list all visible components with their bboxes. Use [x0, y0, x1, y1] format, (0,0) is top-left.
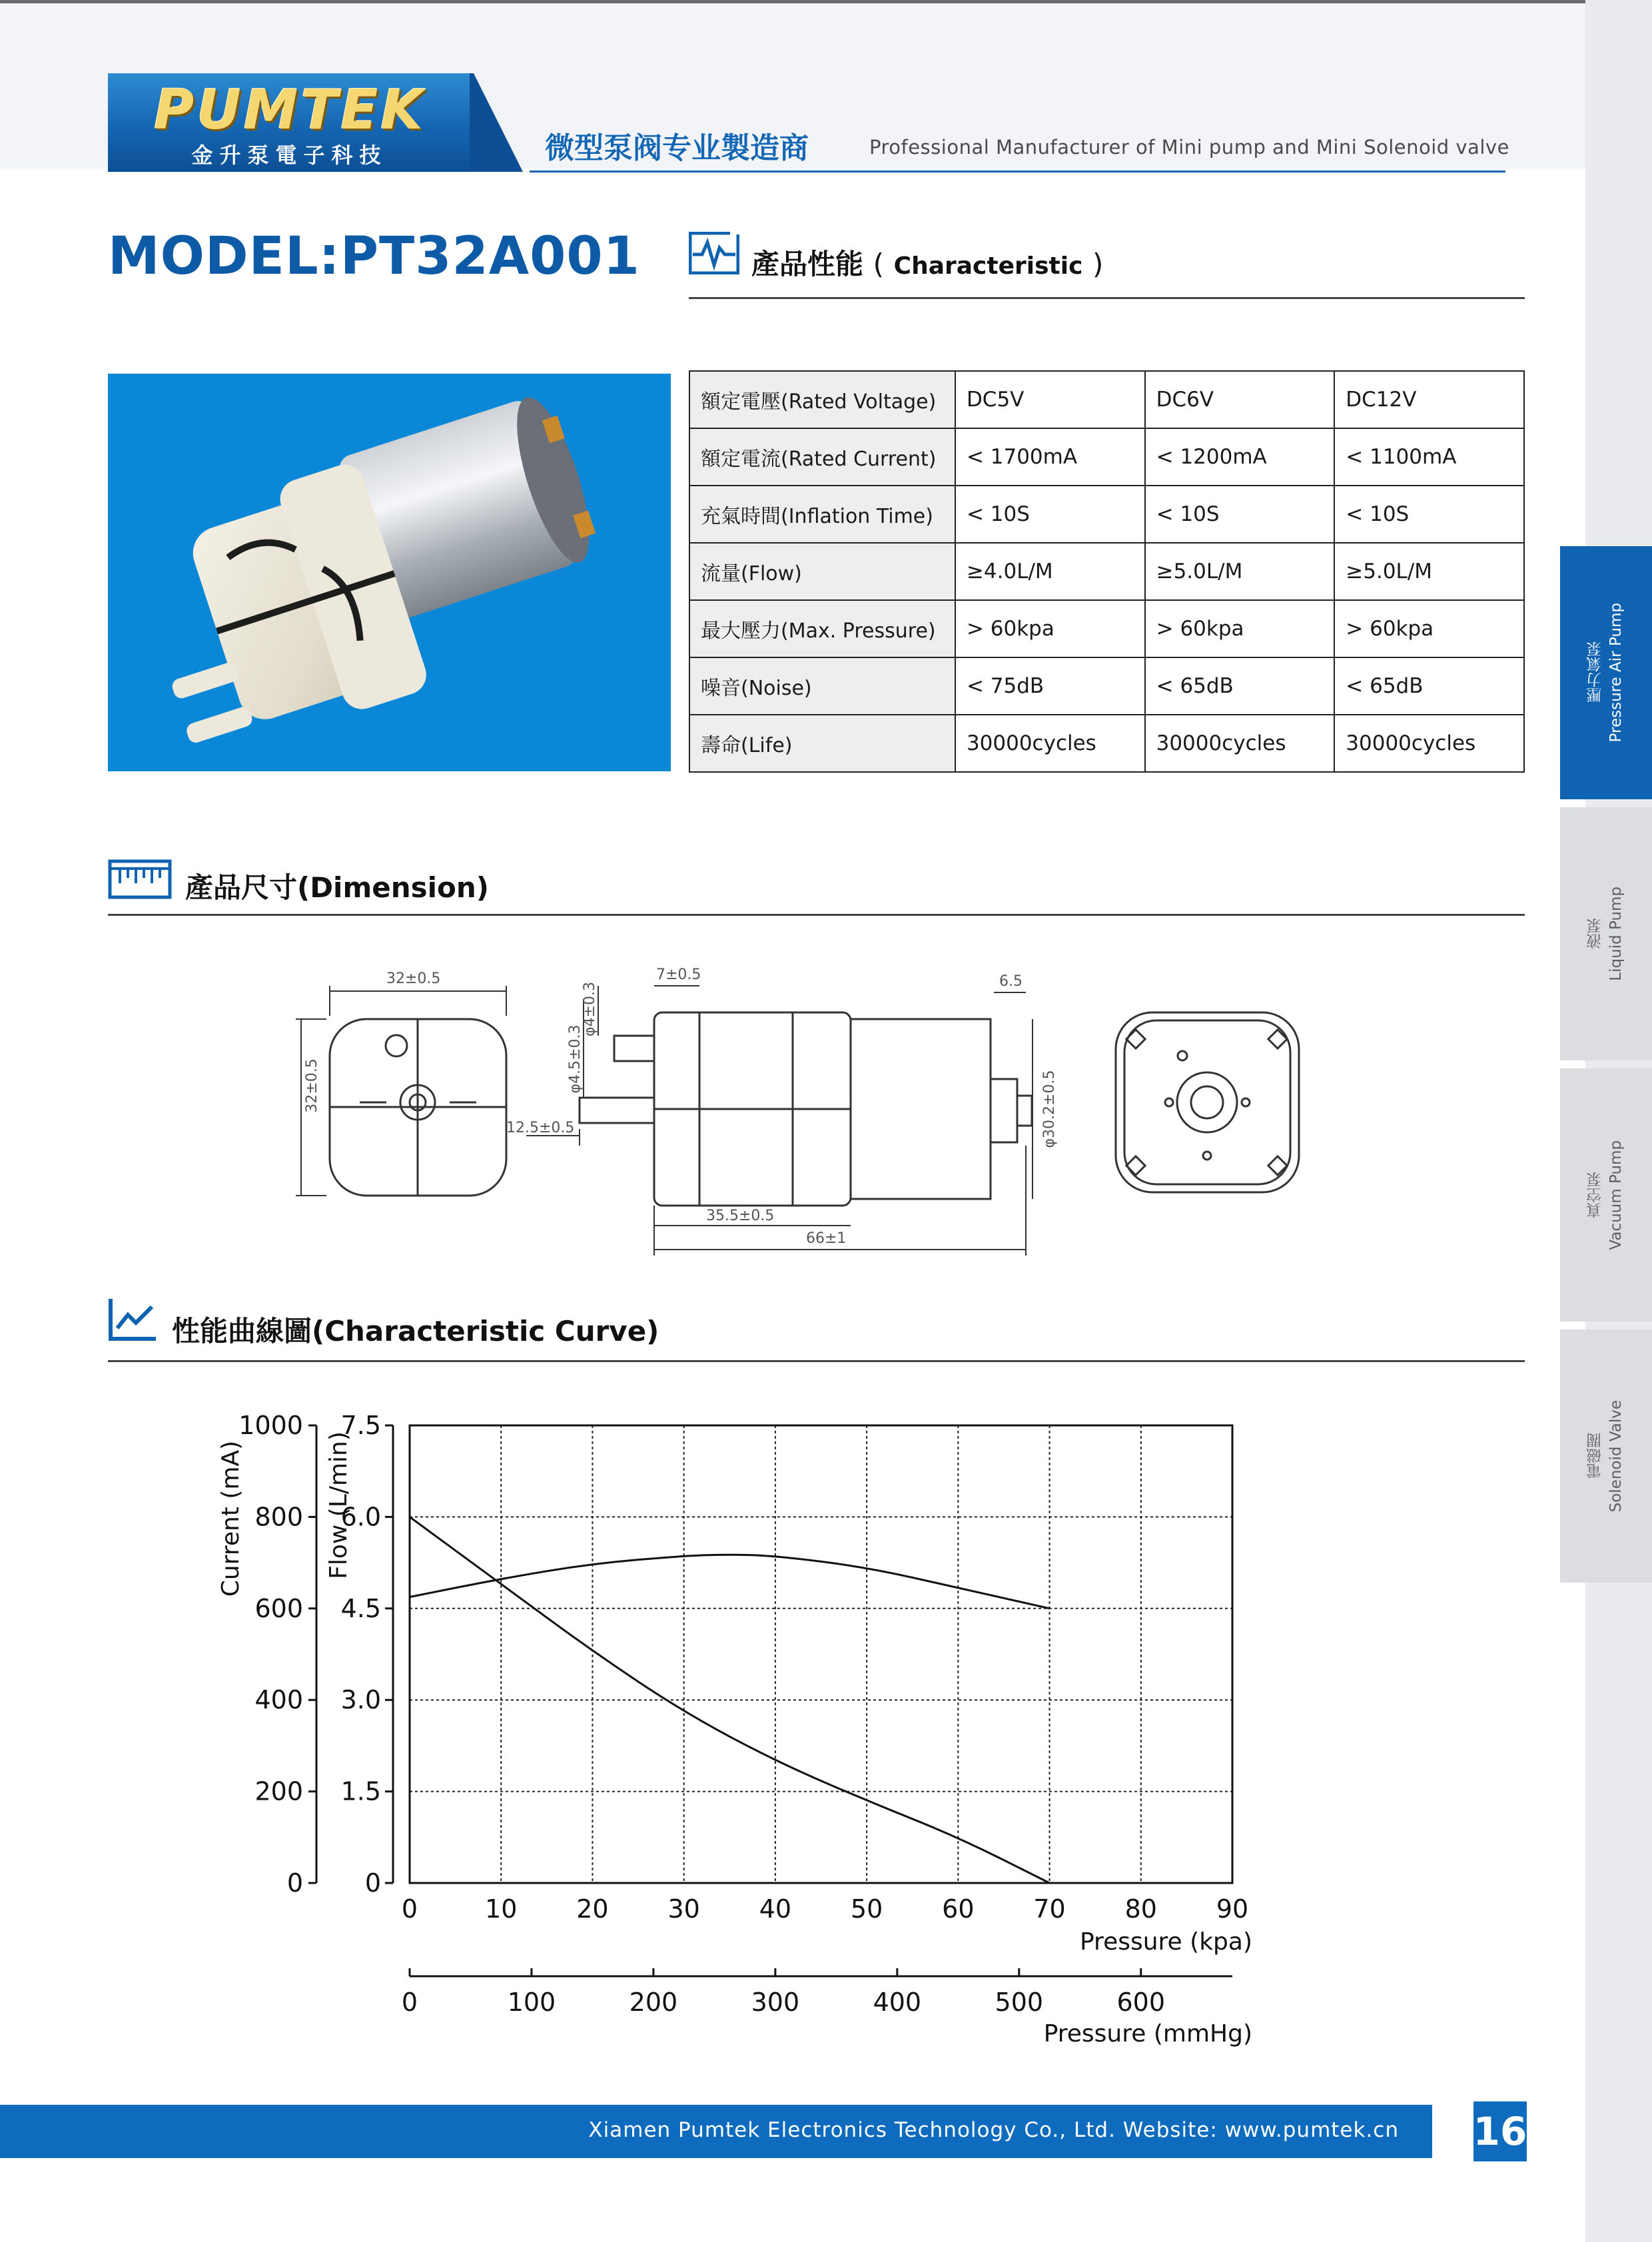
current-tick-label: 800 — [254, 1502, 303, 1532]
row-value: ≥5.0L/M — [1145, 543, 1335, 600]
x-axis-title: Pressure (kpa) — [1079, 1928, 1252, 1956]
row-value: ≥5.0L/M — [1334, 543, 1524, 600]
current-series-line — [410, 1555, 1050, 1609]
tagline-english: Professional Manufacturer of Mini pump and Mini Solenoid valve — [869, 136, 1509, 159]
x-tick-label: 60 — [942, 1894, 975, 1924]
dim-barb-dia-label: φ4.5±0.3 — [567, 1024, 584, 1094]
model-title: MODEL:PT32A001 — [108, 226, 640, 286]
row-value: 30000cycles — [1145, 715, 1335, 772]
flow-tick-label: 7.5 — [340, 1411, 381, 1440]
tagline-chinese: 微型泵阀专业製造商 — [545, 131, 809, 165]
row-value: < 75dB — [955, 657, 1145, 715]
row-value: < 10S — [1145, 486, 1335, 543]
dim-width-label: 32±0.5 — [386, 970, 441, 987]
row-value: < 10S — [955, 486, 1145, 543]
mmhg-tick-label: 200 — [629, 1988, 678, 2017]
row-value: 30000cycles — [1334, 715, 1524, 772]
row-value: 30000cycles — [955, 715, 1145, 772]
sidebar-tab-en: Liquid Pump — [1607, 887, 1625, 981]
characteristic-curve-chart — [200, 1385, 1332, 2058]
dimension-drawing — [286, 946, 1339, 1266]
flow-tick-label: 4.5 — [340, 1593, 381, 1623]
characteristic-title-en: Characteristic — [893, 252, 1083, 280]
flow-tick-label: 0 — [364, 1868, 381, 1898]
x-tick-label: 70 — [1033, 1894, 1066, 1924]
table-header-row — [689, 371, 1524, 428]
dim-height-label: 32±0.5 — [304, 1058, 320, 1113]
row-value: < 1200mA — [1145, 428, 1335, 486]
current-tick-label: 200 — [254, 1776, 303, 1806]
row-value: > 60kpa — [1334, 600, 1524, 657]
row-value: < 1100mA — [1334, 428, 1524, 486]
row-value: > 60kpa — [1145, 600, 1335, 657]
x-tick-label: 50 — [850, 1894, 883, 1924]
row-label: 流量(Flow) — [689, 543, 955, 600]
characteristic-rule — [689, 297, 1525, 299]
page-number: 16 — [1473, 2101, 1527, 2161]
sidebar-tab-en: Solenoid Valve — [1607, 1399, 1625, 1513]
x-tick-label: 20 — [576, 1894, 609, 1924]
flow-tick-label: 6.0 — [340, 1502, 381, 1532]
table-col-header: DC12V — [1334, 371, 1524, 428]
characteristic-title-cn: 產品性能 — [751, 248, 864, 280]
flow-tick-label: 1.5 — [340, 1776, 381, 1806]
mmhg-tick-label: 300 — [751, 1988, 800, 2017]
x-tick-label: 40 — [759, 1894, 792, 1924]
logo-chinese-name: 金升泵電子科技 — [191, 143, 388, 168]
row-label: 噪音(Noise) — [689, 657, 955, 715]
current-axis-title: Current (mA) — [217, 1440, 244, 1597]
row-value: < 65dB — [1145, 657, 1335, 715]
logo-wordmark: PUMTEK — [154, 79, 426, 142]
table-row — [689, 600, 1524, 657]
row-label: 充氣時間(Inflation Time) — [689, 486, 955, 543]
x-tick-label: 90 — [1216, 1894, 1249, 1924]
waveform-icon — [689, 232, 739, 274]
curve-rule — [108, 1360, 1525, 1362]
x-tick-label: 80 — [1124, 1894, 1157, 1924]
dimension-title: 產品尺寸(Dimension) — [185, 871, 489, 904]
current-tick-label: 0 — [286, 1868, 303, 1898]
line-chart-icon — [108, 1298, 157, 1341]
product-photo — [108, 374, 671, 771]
mmhg-tick-label: 600 — [1116, 1988, 1166, 2017]
sidebar-tab-cn: 壓力氣泵 — [1586, 642, 1604, 703]
plot-frame — [410, 1425, 1232, 1883]
table-row — [689, 715, 1524, 772]
row-label: 額定電流(Rated Current) — [689, 428, 955, 486]
lower-port — [580, 1098, 654, 1123]
product-photo-illustration — [108, 374, 671, 771]
spec-table — [689, 370, 1525, 773]
logo-tail — [470, 73, 523, 172]
mmhg-tick-label: 500 — [995, 1988, 1044, 2017]
characteristic-title-open: ( — [873, 248, 885, 280]
x-tick-label: 10 — [485, 1894, 518, 1924]
row-value: > 60kpa — [955, 600, 1145, 657]
characteristic-title-close: ) — [1092, 248, 1104, 280]
rear-view-body — [1116, 1012, 1299, 1192]
dim-offset-label: 12.5±0.5 — [506, 1120, 575, 1136]
table-row — [689, 543, 1524, 600]
mmhg-tick-label: 100 — [507, 1988, 556, 2017]
mmhg-tick-label: 0 — [401, 1988, 418, 2017]
x-tick-label: 30 — [667, 1894, 700, 1924]
chart-axes — [308, 1425, 1232, 1976]
footer-company: Xiamen Pumtek Electronics Technology Co., Ltd. Website: www.pumtek.cn — [588, 2118, 1399, 2142]
table-header-label: 額定電壓(Rated Voltage) — [689, 371, 955, 428]
sidebar-tab-liquid-pump[interactable] — [1560, 807, 1652, 1060]
row-label: 最大壓力(Max. Pressure) — [689, 600, 955, 657]
table-col-header: DC6V — [1145, 371, 1335, 428]
dim-total-len-label: 66±1 — [806, 1230, 847, 1247]
table-row — [689, 486, 1524, 543]
side-view-motor — [851, 1019, 991, 1199]
flow-tick-label: 3.0 — [340, 1685, 381, 1715]
dimension-rule — [108, 914, 1525, 916]
current-tick-label: 1000 — [238, 1411, 303, 1440]
dim-body-len-label: 35.5±0.5 — [706, 1208, 775, 1224]
current-tick-label: 600 — [254, 1593, 303, 1623]
sidebar-tab-cn: 電磁閥 — [1586, 1433, 1604, 1479]
table-col-header: DC5V — [955, 371, 1145, 428]
sidebar-tab-pressure-air-pump[interactable] — [1560, 546, 1652, 799]
row-value: ≥4.0L/M — [955, 543, 1145, 600]
mmhg-tick-label: 400 — [873, 1988, 922, 2017]
mmhg-axis-title: Pressure (mmHg) — [1043, 2020, 1252, 2048]
sidebar-tab-en: Vacuum Pump — [1607, 1140, 1625, 1250]
characteristic-title — [751, 242, 1103, 282]
flow-axis-title: Flow (L/min) — [325, 1431, 352, 1579]
row-value: < 1700mA — [955, 428, 1145, 486]
row-value: < 10S — [1334, 486, 1524, 543]
chart-grid — [410, 1425, 1232, 1883]
upper-port — [614, 1036, 654, 1061]
dim-port-dia-label: φ4±0.3 — [582, 982, 598, 1036]
dim-motor-dia-label: φ30.2±0.5 — [1041, 1070, 1058, 1148]
sidebar-tab-solenoid-valve[interactable] — [1560, 1329, 1652, 1583]
sidebar-tab-cn: 液泵 — [1586, 919, 1604, 949]
sidebar-tab-vacuum-pump[interactable] — [1560, 1068, 1652, 1321]
tagline-rule — [530, 171, 1505, 173]
sidebar-tab-cn: 真空泵 — [1586, 1172, 1604, 1218]
sidebar-tab-en: Pressure Air Pump — [1607, 603, 1625, 743]
x-tick-label: 0 — [401, 1894, 418, 1924]
row-value: < 65dB — [1334, 657, 1524, 715]
ruler-icon — [108, 859, 172, 899]
row-label: 壽命(Life) — [689, 715, 955, 772]
curve-title: 性能曲線圖(Characteristic Curve) — [172, 1315, 659, 1347]
dim-terminal-label: 6.5 — [999, 973, 1023, 990]
table-row — [689, 428, 1524, 486]
dim-port-len-label: 7±0.5 — [656, 966, 701, 983]
table-row — [689, 657, 1524, 715]
current-tick-label: 400 — [254, 1685, 303, 1715]
